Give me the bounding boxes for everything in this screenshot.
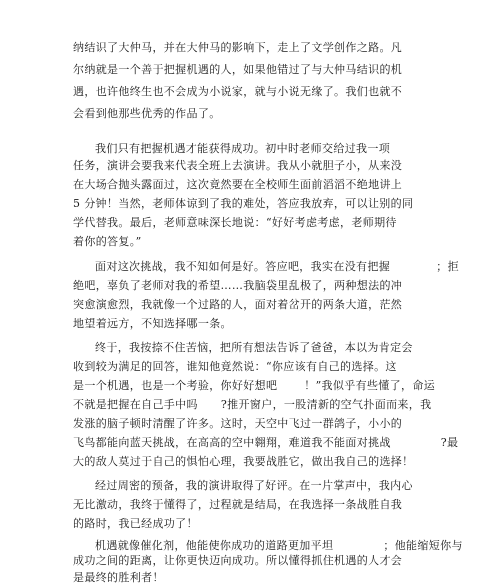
text-line: 学代替我。最后，老师意味深长地说：“好好考虑考虑，老师期待 bbox=[73, 216, 397, 229]
text-line: 在大场合抛头露面过，这次竟然要在全校师生面前滔滔不绝地讲上 bbox=[73, 178, 403, 191]
text-line: 的路时，我已经成功了！ bbox=[73, 517, 198, 530]
text-line: 地望着远方，不知选择哪一条。 bbox=[73, 317, 232, 330]
text-line: 收到较为满足的回答，谁知他竟然说：“你应该有自己的选择。这 bbox=[73, 360, 397, 373]
text-line: 终于，我按捺不住苦恼，把所有想法告诉了爸爸，本以为肯定会 bbox=[95, 341, 413, 354]
text-line: 无比激动，我终于懂得了，过程就是结局，在我选择一条战胜自我 bbox=[73, 498, 403, 511]
text-line: 不就是把握在自己手中吗 ?推开窗户，一股清新的空气扑面而来，我 bbox=[73, 398, 432, 411]
text-line: 5 分钟！当然，老师体谅到了我的难处，答应我放弃，可以让别的同 bbox=[73, 197, 414, 210]
text-line: 发涨的脑子顿时清醒了许多。这时，天空中飞过一群鸽子，小小的 bbox=[73, 417, 403, 430]
text-line: 飞鸟都能向蓝天挑战，在高高的空中翱翔，难道我不能面对挑战 ?最 bbox=[73, 436, 459, 449]
text-line: 遇，也许他终生也不会成为小说家，就与小说无缘了。我们也就不 bbox=[73, 85, 403, 98]
text-line: 着你的答复。” bbox=[73, 235, 142, 248]
text-line: 纳结识了大仲马，并在大仲马的影响下，走上了文学创作之路。凡 bbox=[73, 41, 403, 54]
text-line: 大的敌人莫过于自己的惧怕心理，我要战胜它，做出我自己的选择！ bbox=[73, 455, 414, 468]
text-line: 任务，演讲会要我来代表全班上去演讲。我从小就胆子小，从来没 bbox=[73, 159, 403, 172]
text-line: 机遇就像催化剂，他能使你成功的道路更加平坦 ；他能缩短你与 bbox=[95, 539, 463, 552]
text-line: 突愈演愈烈，我就像一个过路的人，面对着岔开的两条大道，茫然 bbox=[73, 298, 403, 311]
text-line: 尔纳就是一个善于把握机遇的人，如果他错过了与大仲马结识的机 bbox=[73, 63, 403, 76]
text-line: 是一个机遇，也是一个考验，你好好想吧 ！”我似乎有些懂了，命运 bbox=[73, 379, 436, 392]
text-line: 绝吧，辜负了老师对我的希望……我脑袋里乱极了，两种想法的冲 bbox=[73, 279, 403, 292]
text-line: 是最终的胜利者！ bbox=[73, 571, 164, 584]
text-line: 面对这次挑战，我不知如何是好。答应吧，我实在没有把握 ；拒 bbox=[95, 260, 459, 273]
text-line: 我们只有把握机遇才能获得成功。初中时老师交给过我一项 bbox=[95, 142, 391, 155]
text-line: 会看到他那些优秀的作品了。 bbox=[73, 107, 221, 120]
text-line: 成功之间的距离，让你更快迈向成功。所以懂得抓住机遇的人才会 bbox=[73, 554, 403, 567]
text-line: 经过周密的预备，我的演讲取得了好评。在一片掌声中，我内心 bbox=[95, 479, 413, 492]
